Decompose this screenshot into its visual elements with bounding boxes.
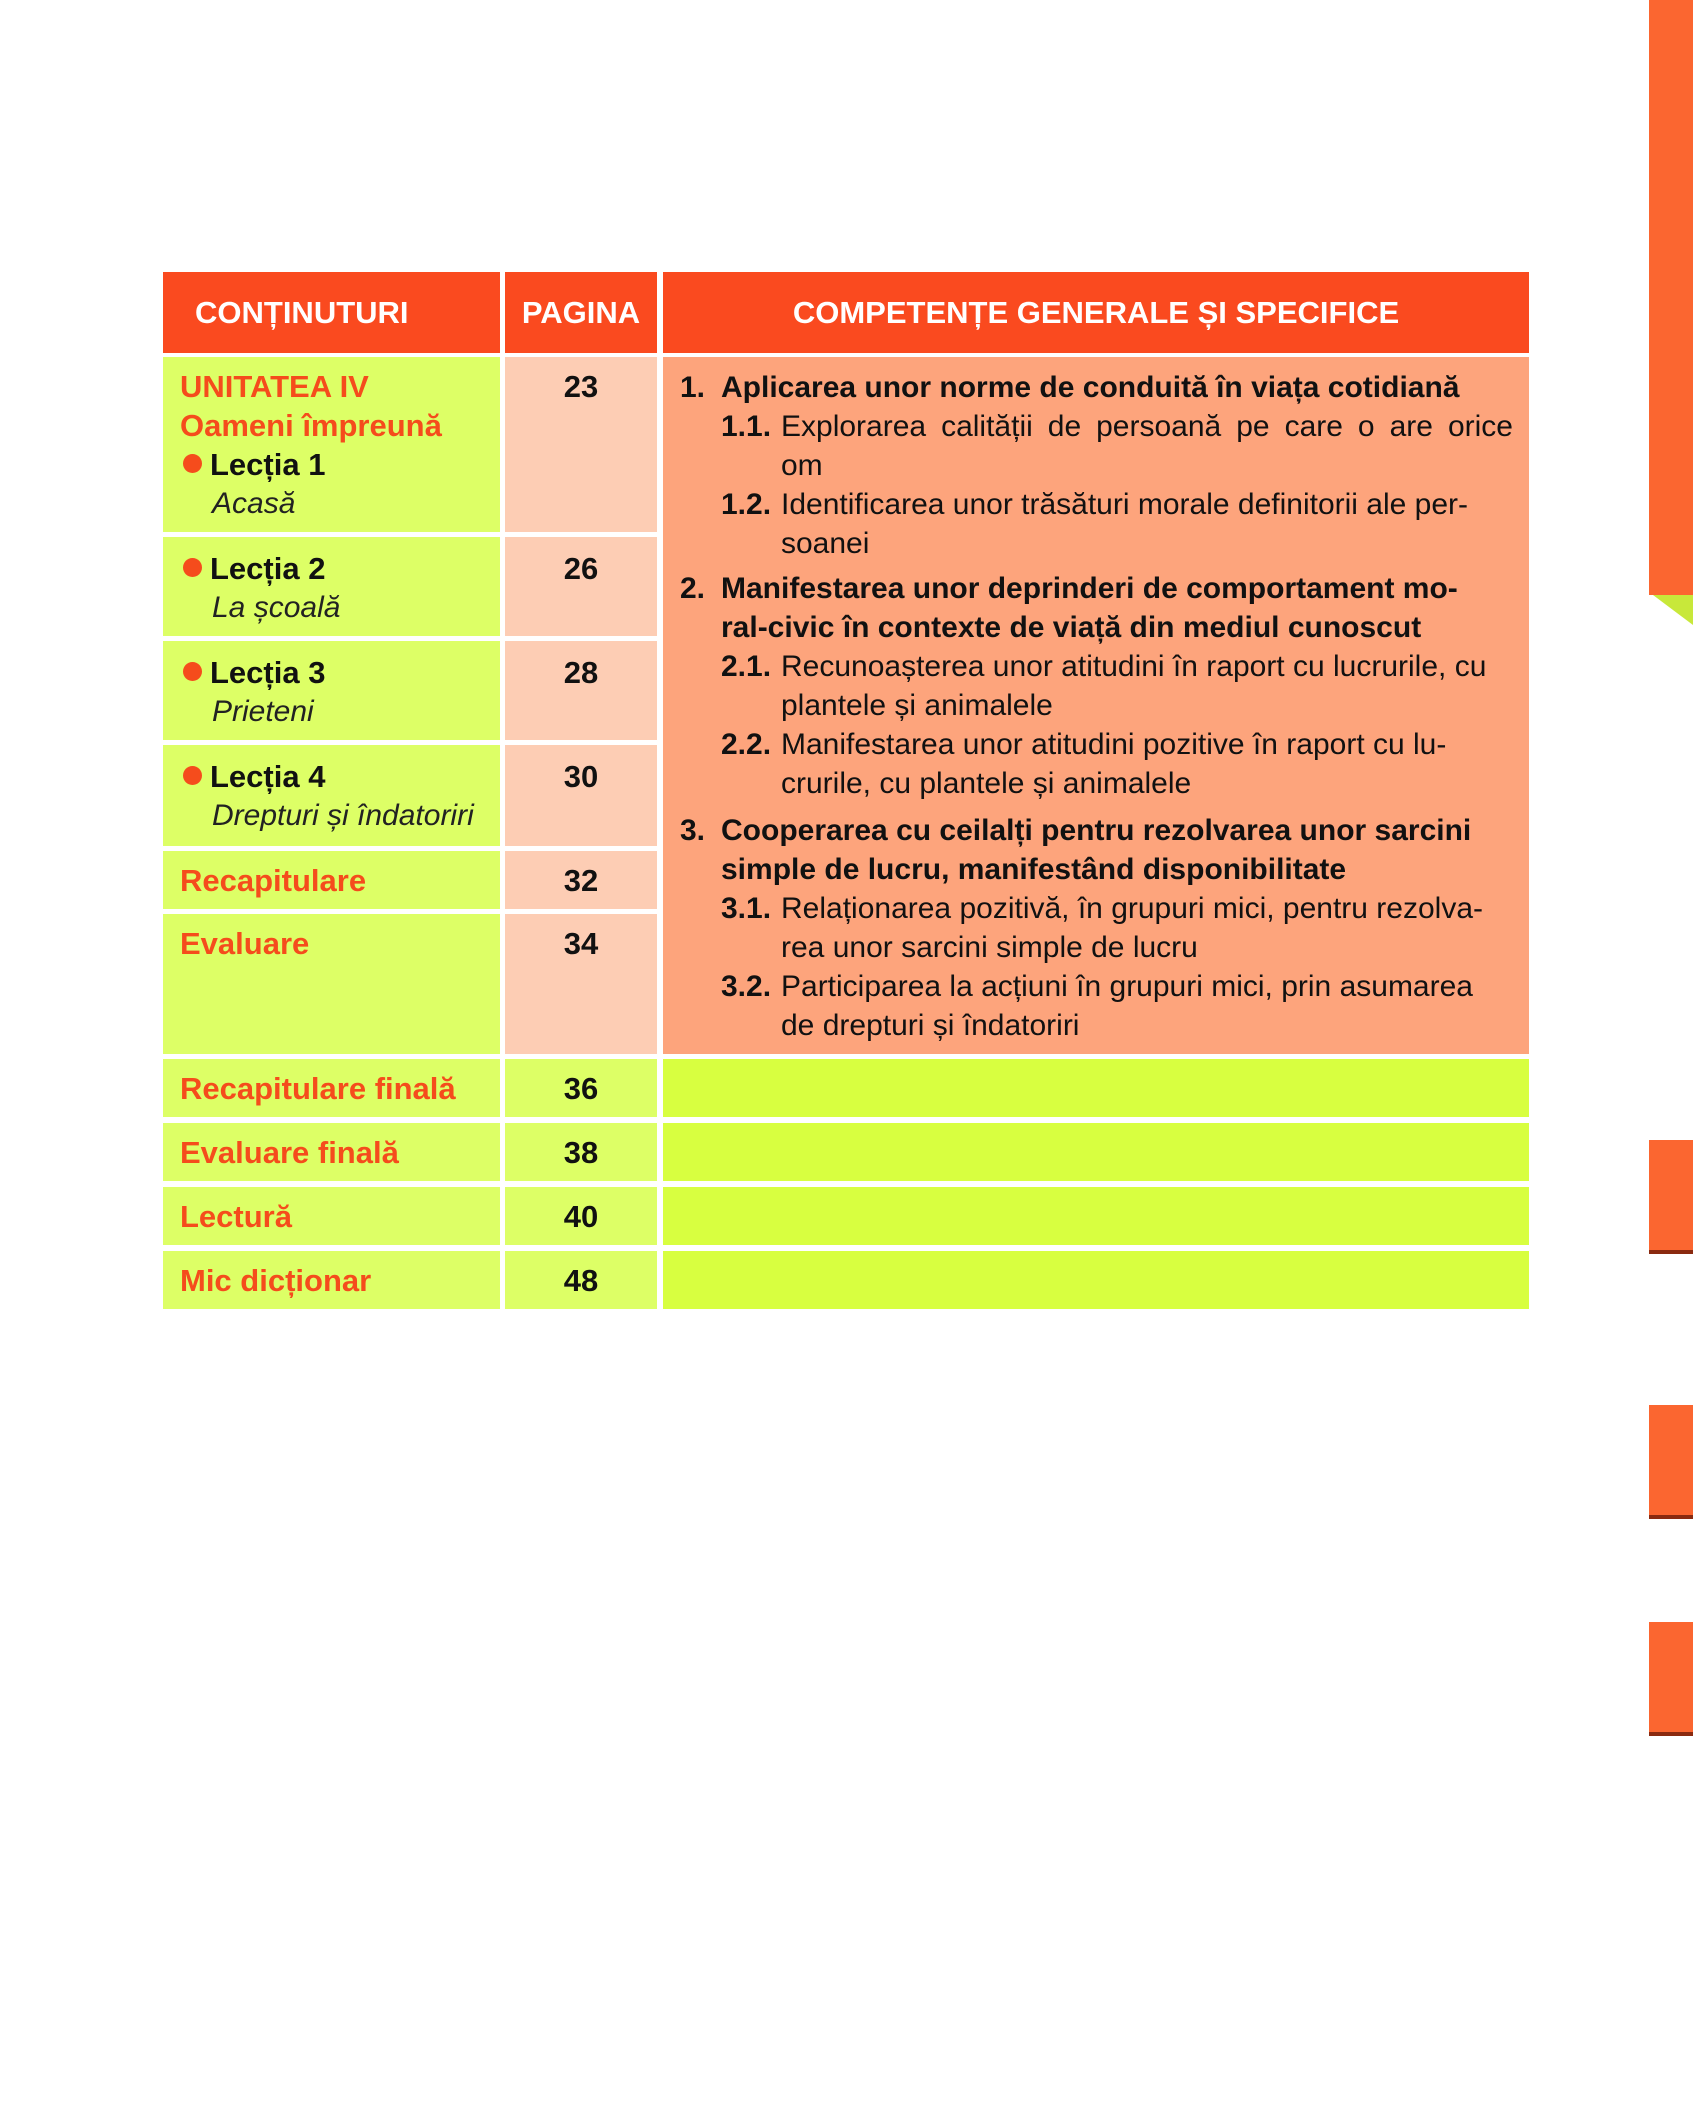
specific-2-2-num: 2.2. <box>721 728 772 761</box>
bullet-icon <box>183 558 202 577</box>
final-row-label: Mic dicționar <box>180 1263 372 1298</box>
cell-lesson-2 <box>163 537 500 636</box>
final-row-label: Recapitulare finală <box>180 1071 456 1106</box>
page-edge-orange-band <box>1649 0 1693 595</box>
empty-comp-cell <box>663 1187 1529 1245</box>
page-number: 36 <box>563 1071 599 1106</box>
page-cell-evaluare-finala <box>505 1123 657 1181</box>
cell-lesson-3 <box>163 641 500 740</box>
competence-1-num: 1. <box>680 371 706 404</box>
cell-lectura <box>163 1187 500 1245</box>
competence-2-text-2: ral-civic în contexte de viață din mediul cunoscut <box>721 611 1422 644</box>
cell-evaluare-finala <box>163 1123 500 1181</box>
page-cell-evaluare <box>505 914 657 1054</box>
specific-1-1-num: 1.1. <box>721 410 772 443</box>
page-number: 23 <box>563 369 599 404</box>
lesson-2-title: La școală <box>212 591 341 624</box>
page-cell-recapitulare-finala <box>505 1059 657 1117</box>
header-pagina: PAGINA <box>505 272 657 353</box>
cell-evaluare <box>163 914 500 1054</box>
lesson-3-title: Prieteni <box>212 695 314 728</box>
page-cell-lesson-1 <box>505 357 657 532</box>
specific-2-1-num: 2.1. <box>721 650 772 683</box>
competence-3-num: 3. <box>680 814 706 847</box>
specific-1-1-text: Explorarea calității de persoană pe care o are orice <box>781 410 1513 443</box>
page-edge-tab-2 <box>1649 1405 1693 1515</box>
competence-3-text: Cooperarea cu ceilalți pentru rezolvarea unor sarcini <box>721 814 1472 847</box>
page-edge-tab-3 <box>1649 1622 1693 1732</box>
competence-1-text: Aplicarea unor norme de conduită în viața cotidiană <box>721 371 1460 404</box>
specific-2-1-text: Recunoașterea unor atitudini în raport cu lucrurile, cu <box>781 650 1487 683</box>
competence-2-text: Manifestarea unor deprinderi de comportament mo- <box>721 572 1458 605</box>
specific-1-2-text: Identificarea unor trăsături morale definitorii ale per- <box>781 488 1468 521</box>
page-number: 34 <box>563 926 599 961</box>
lesson-1-title: Acasă <box>212 487 296 520</box>
empty-comp-cell <box>663 1123 1529 1181</box>
final-row-label: Lectură <box>180 1199 292 1234</box>
cell-recapitulare-finala <box>163 1059 500 1117</box>
evaluare-label: Evaluare <box>180 926 310 961</box>
page-number: 32 <box>563 863 599 898</box>
page-number: 40 <box>563 1199 599 1234</box>
specific-3-2-num: 3.2. <box>721 970 772 1003</box>
specific-1-2-num: 1.2. <box>721 488 772 521</box>
page-cell-lectura <box>505 1187 657 1245</box>
cell-lesson-4 <box>163 745 500 846</box>
bullet-icon <box>183 454 202 473</box>
empty-comp-cell <box>663 1251 1529 1309</box>
page-cell-lesson-3 <box>505 641 657 740</box>
bullet-icon <box>183 662 202 681</box>
competence-2-num: 2. <box>680 572 706 605</box>
empty-comp-cell <box>663 1059 1529 1117</box>
lesson-4-label: Lecția 4 <box>183 759 325 795</box>
specific-1-1-text-2: om <box>781 449 823 482</box>
final-row-label: Evaluare finală <box>180 1135 399 1170</box>
lesson-3-label: Lecția 3 <box>183 655 325 691</box>
page-edge-tab-1 <box>1649 1140 1693 1250</box>
lesson-1-label: Lecția 1 <box>183 447 325 483</box>
specific-1-2-text-2: soanei <box>781 527 870 560</box>
page-number: 30 <box>563 759 599 794</box>
unit-subtitle: Oameni împreună <box>180 408 442 443</box>
page-number: 38 <box>563 1135 599 1170</box>
cell-recapitulare <box>163 851 500 909</box>
cell-mic-dictionar <box>163 1251 500 1309</box>
page-number: 28 <box>563 655 599 690</box>
specific-3-1-text: Relaționarea pozitivă, în grupuri mici, pentru rezolva- <box>781 892 1483 925</box>
specific-3-2-text-2: de drepturi și îndatoriri <box>781 1009 1080 1042</box>
competences-cell <box>663 357 1529 1054</box>
page-number: 26 <box>563 551 599 586</box>
page-cell-recapitulare <box>505 851 657 909</box>
specific-2-2-text-2: crurile, cu plantele și animalele <box>781 767 1192 800</box>
page-cell-lesson-2 <box>505 537 657 636</box>
cell-lesson-1 <box>163 357 500 532</box>
unit-title: UNITATEA IV <box>180 369 369 404</box>
competence-3-text-2: simple de lucru, manifestând disponibilitate <box>721 853 1347 886</box>
page-number: 48 <box>563 1263 599 1298</box>
page-cell-lesson-4 <box>505 745 657 846</box>
lesson-4-title: Drepturi și îndatoriri <box>212 799 474 832</box>
bullet-icon <box>183 766 202 785</box>
specific-2-1-text-2: plantele și animalele <box>781 689 1053 722</box>
specific-3-1-num: 3.1. <box>721 892 772 925</box>
page-cell-mic-dictionar <box>505 1251 657 1309</box>
specific-3-1-text-2: rea unor sarcini simple de lucru <box>781 931 1198 964</box>
header-competente: COMPETENȚE GENERALE ȘI SPECIFICE <box>663 272 1529 353</box>
page-edge-green-corner <box>1653 595 1693 625</box>
recapitulare-label: Recapitulare <box>180 863 367 898</box>
specific-2-2-text: Manifestarea unor atitudini pozitive în raport cu lu- <box>781 728 1447 761</box>
header-continuturi: CONȚINUTURI <box>163 272 500 353</box>
lesson-2-label: Lecția 2 <box>183 551 325 587</box>
specific-3-2-text: Participarea la acțiuni în grupuri mici, prin asumarea <box>781 970 1473 1003</box>
